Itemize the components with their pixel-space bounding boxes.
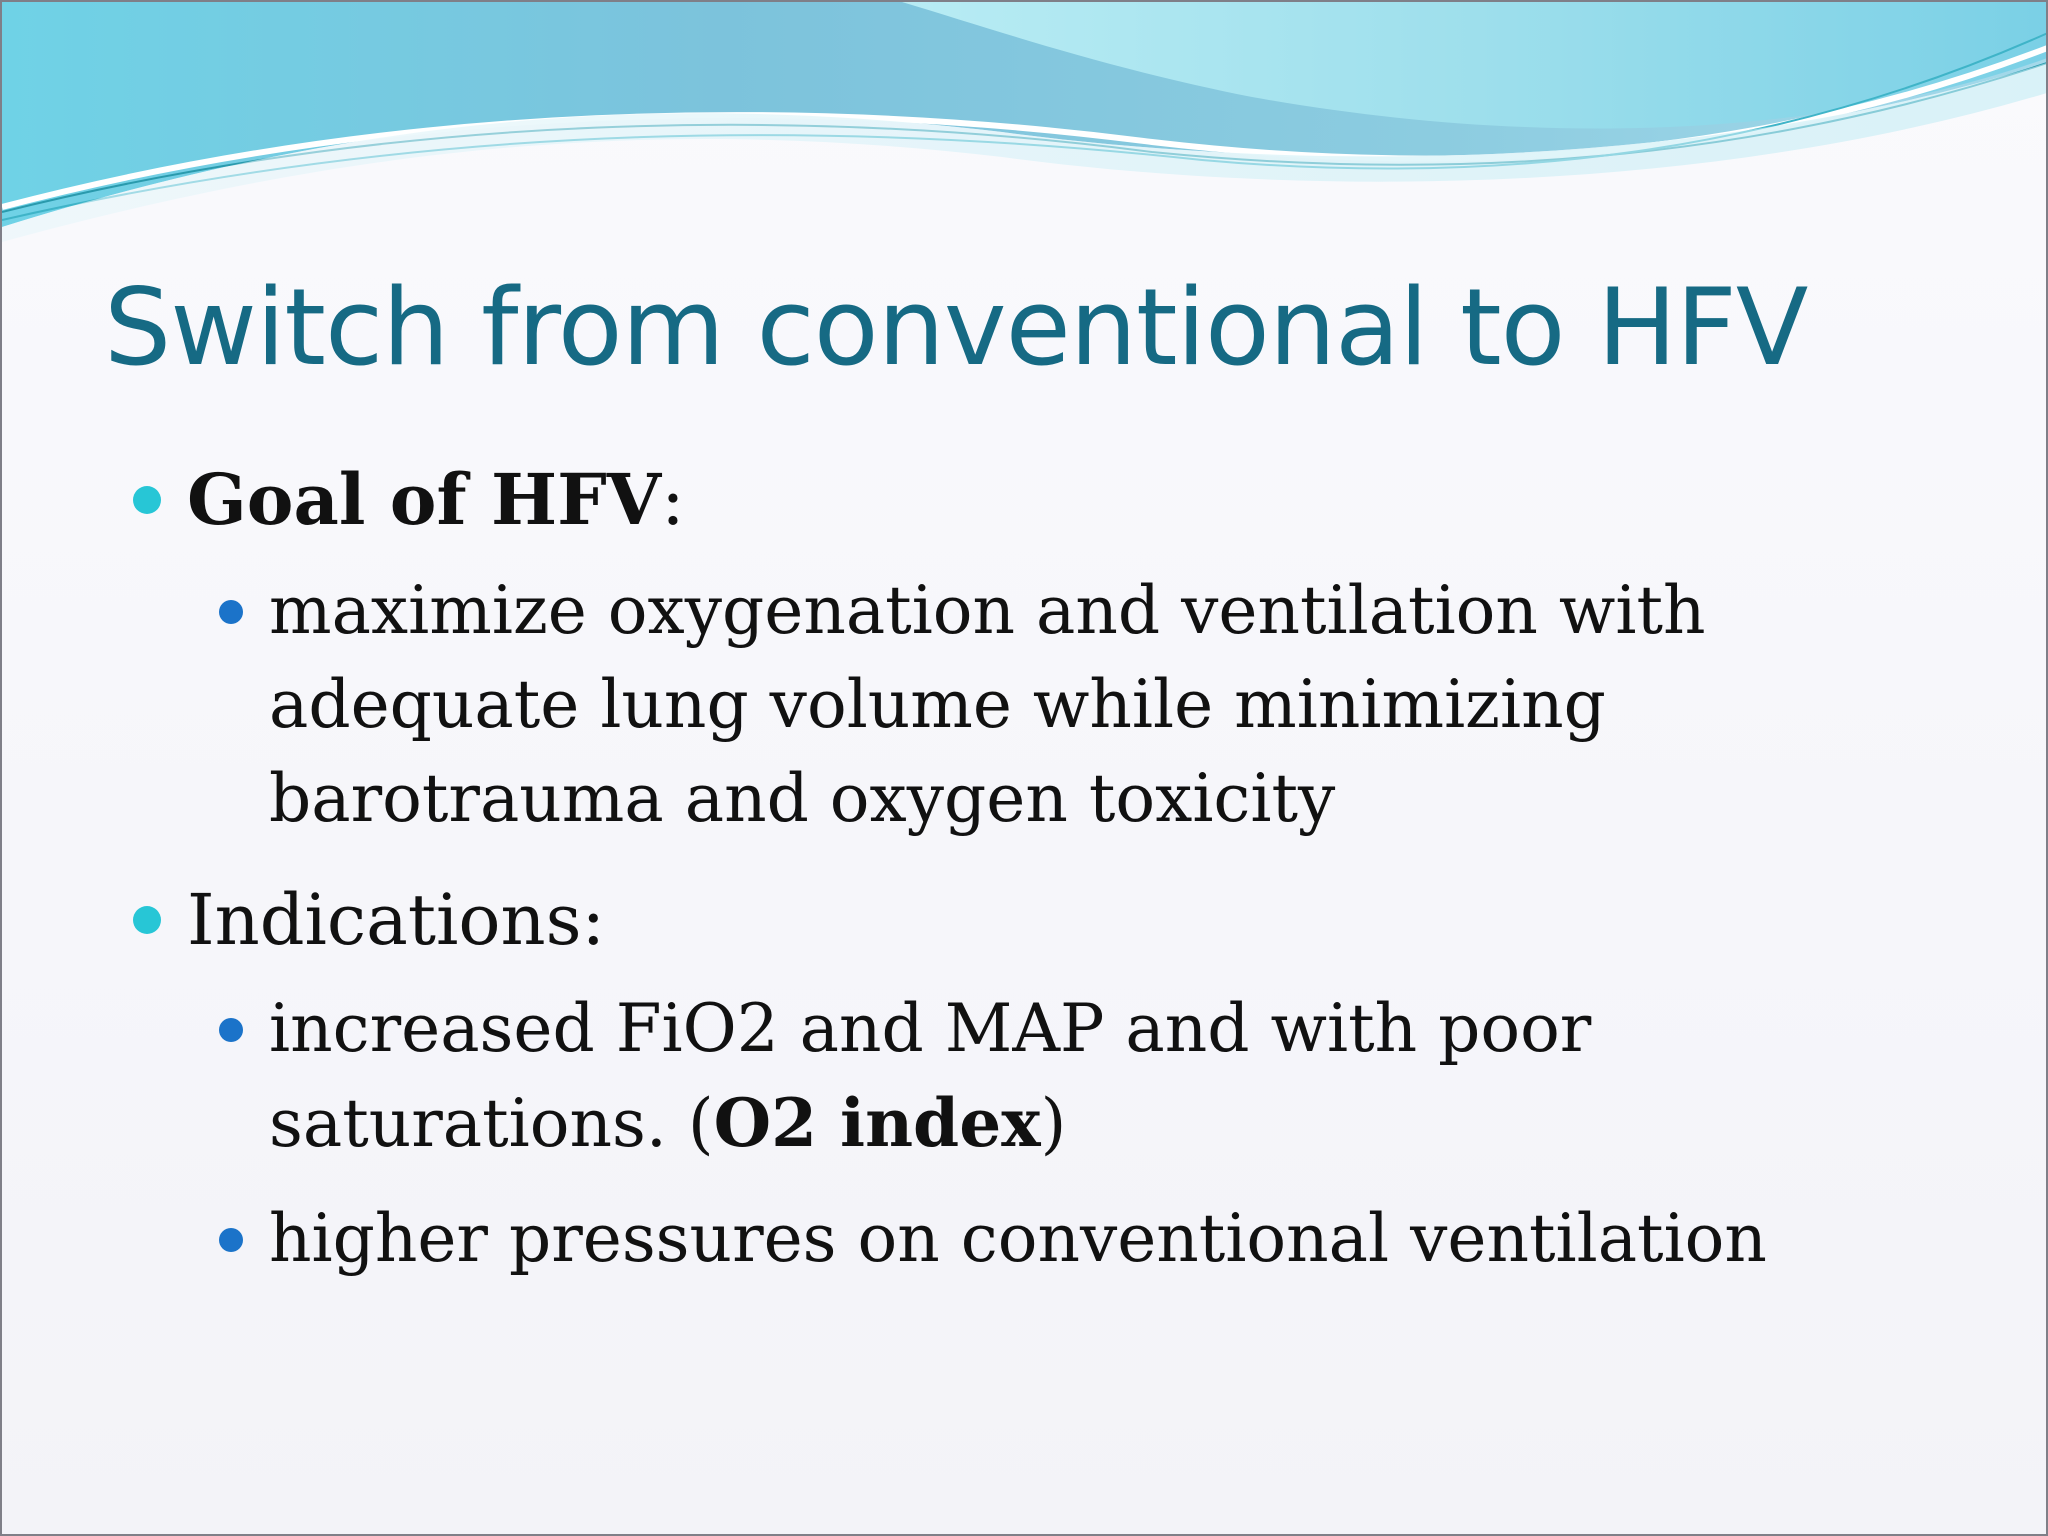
list-item-indication-2	[269, 1192, 1767, 1286]
list-item-indication-1	[269, 982, 1591, 1171]
list-item-goal	[187, 452, 685, 548]
o2-index-term: O2 index	[713, 1084, 1041, 1162]
goal-detail-line-1: maximize oxygenation and ventilation with	[269, 572, 1706, 649]
list-item-goal-detail	[269, 564, 1706, 846]
indication-2-line: higher pressures on conventional ventilation	[269, 1200, 1767, 1277]
indication-1-line-1: increased FiO2 and MAP and with poor	[269, 990, 1592, 1067]
bullet-dot-icon	[133, 486, 161, 514]
goal-colon: :	[661, 459, 685, 541]
bullet-dot-icon	[219, 1018, 243, 1042]
goal-heading: Goal of HFV	[187, 458, 662, 541]
indications-heading: Indications:	[187, 879, 606, 961]
page-title: Switch from conventional to HFV	[104, 266, 1808, 389]
indication-1-text: saturations. (	[269, 1085, 714, 1162]
indication-1-close: )	[1040, 1085, 1067, 1162]
goal-detail-line-2: adequate lung volume while minimizing	[269, 666, 1606, 743]
bullet-dot-icon	[133, 906, 161, 934]
indication-1-line-2	[269, 1076, 1591, 1171]
bullet-dot-icon	[219, 1228, 243, 1252]
list-item-indications	[187, 872, 605, 968]
goal-detail-line-3: barotrauma and oxygen toxicity	[269, 760, 1336, 837]
bullet-dot-icon	[219, 600, 243, 624]
header-wave-decoration	[2, 2, 2048, 242]
